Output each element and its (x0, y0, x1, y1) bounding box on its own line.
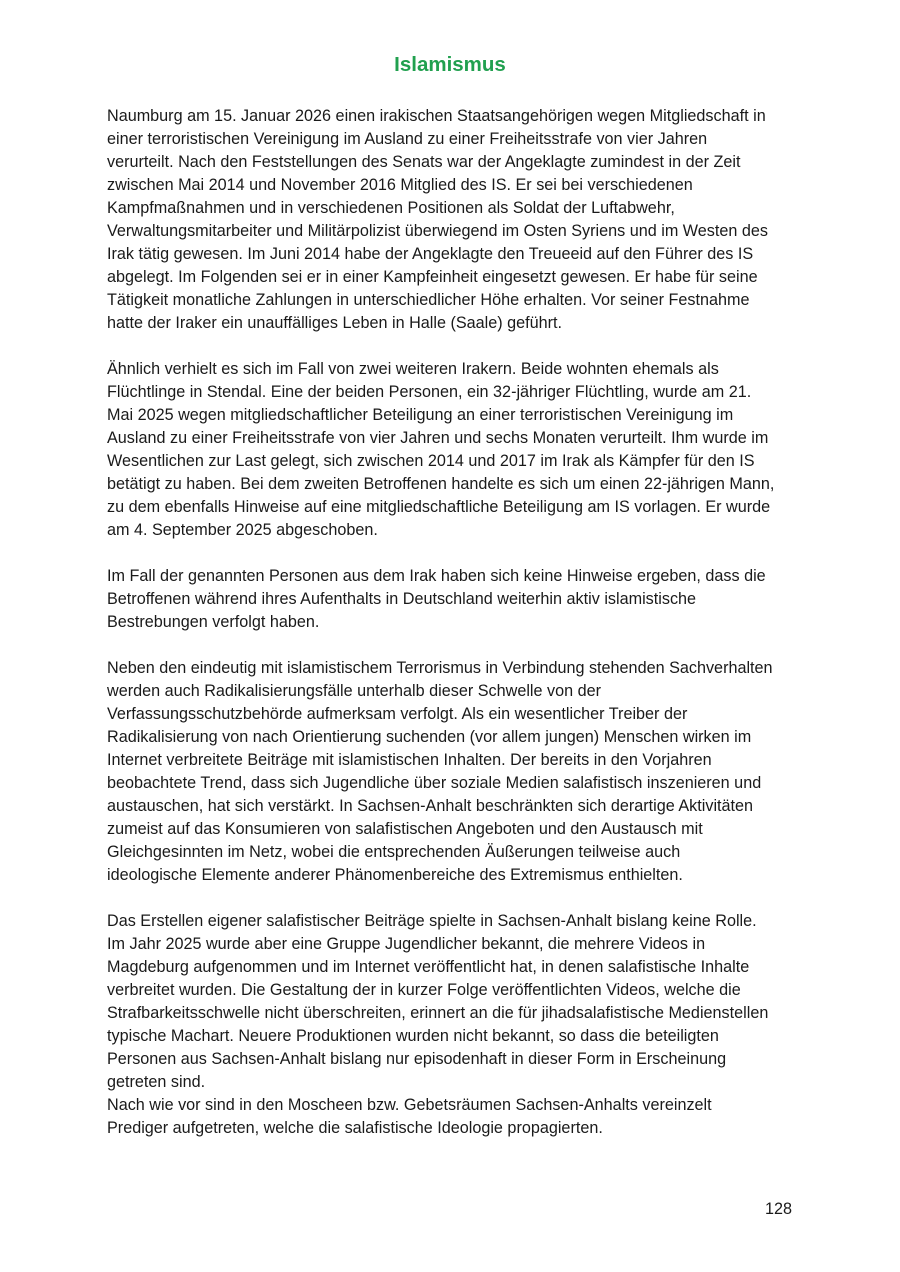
paragraph-no-further-activity: Im Fall der genannten Personen aus dem Irak haben sich keine Hinweise ergeben, dass die Betroffenen während ihres Aufenthalts in Deutschland weiterhin aktiv islamistische Bestrebungen verfolgt haben. (107, 567, 766, 631)
paragraph-preachers: Nach wie vor sind in den Moscheen bzw. Gebetsräumen Sachsen-Anhalts vereinzelt Prediger aufgetreten, welche die salafistische Ideologie propagierten. (107, 1096, 712, 1137)
paragraph-iraqi-refugees: Ähnlich verhielt es sich im Fall von zwei weiteren Irakern. Beide wohnten ehemals als Flüchtlinge in Stendal. Eine der beiden Personen, ein 32-jähriger Flüchtling, wurde am 21. Mai 2025 wegen mitgliedschaftlicher Beteiligung an einer terroristischen Vereinigung im Ausland zu einer Freiheitsstrafe von vier Jahren und sechs Monaten verurteilt. Ihm wurde im Wesentlichen zur Last gelegt, sich zwischen 2014 und 2017 im Irak als Kämpfer für den IS betätigt zu haben. Bei dem zweiten Betroffenen handelte es sich um einen 22-jährigen Mann, zu dem ebenfalls Hinweise auf eine mitgliedschaftliche Beteiligung am IS vorlagen. Er wurde am 4. September 2025 abgeschoben. (107, 360, 775, 539)
page-heading: Islamismus (394, 53, 506, 76)
page-number: 128 (764, 1200, 792, 1218)
body-text (107, 105, 799, 1140)
paragraph-salafist-videos: Das Erstellen eigener salafistischer Beiträge spielte in Sachsen-Anhalt bislang keine Rolle. Im Jahr 2025 wurde aber eine Gruppe Jugendlicher bekannt, die mehrere Videos in Magdeburg aufgenommen und im Internet veröffentlicht hat, in denen salafistische Inhalte verbreitet wurden. Die Gestaltung der in kurzer Folge veröffentlichten Videos, welche die Strafbarkeitsschwelle nicht überschreiten, erinnert an die für jihadsalafistische Medienstellen typische Machart. Neuere Produktionen wurden nicht bekannt, so dass die beteiligten Personen aus Sachsen-Anhalt bislang nur episodenhaft in dieser Form in Erscheinung getreten sind. (107, 912, 769, 1091)
paragraph-radicalisation: Neben den eindeutig mit islamistischem Terrorismus in Verbindung stehenden Sachverhalten werden auch Radikalisierungsfälle unterhalb dieser Schwelle von der Verfassungsschutzbehörde aufmerksam verfolgt. Als ein wesentlicher Treiber der Radikalisierung von nach Orientierung suchenden (vor allem jungen) Menschen wirken im Internet verbreitete Beiträge mit islamistischen Inhalten. Der bereits in den Vorjahren beobachtete Trend, dass sich Jugendliche über soziale Medien salafistisch inszenieren und austauschen, hat sich verstärkt. In Sachsen-Anhalt beschränkten sich derartige Aktivitäten zumeist auf das Konsumieren von salafistischen Angeboten und den Austausch mit Gleichgesinnten im Netz, wobei die entsprechenden Äußerungen teilweise auch ideologische Elemente anderer Phänomenbereiche des Extremismus enthielten. (107, 659, 773, 884)
paragraph-court-ruling: Naumburg am 15. Januar 2026 einen irakischen Staatsangehörigen wegen Mitgliedschaft in einer terroristischen Vereinigung im Ausland zu einer Freiheitsstrafe von vier Jahren verurteilt. Nach den Feststellungen des Senats war der Angeklagte zumindest in der Zeit zwischen Mai 2014 und November 2016 Mitglied des IS. Er sei bei verschiedenen Kampfmaßnahmen und in verschiedenen Positionen als Soldat der Luftabwehr, Verwaltungsmitarbeiter und Militärpolizist überwiegend im Osten Syriens und im Westen des Irak tätig gewesen. Im Juni 2014 habe der Angeklagte den Treueeid auf den Führer des IS abgelegt. Im Folgenden sei er in einer Kampfeinheit eingesetzt gewesen. Er habe für seine Tätigkeit monatliche Zahlungen in unterschiedlicher Höhe erhalten. Vor seiner Festnahme hatte der Iraker ein unauffälliges Leben in Halle (Saale) geführt. (107, 107, 768, 332)
